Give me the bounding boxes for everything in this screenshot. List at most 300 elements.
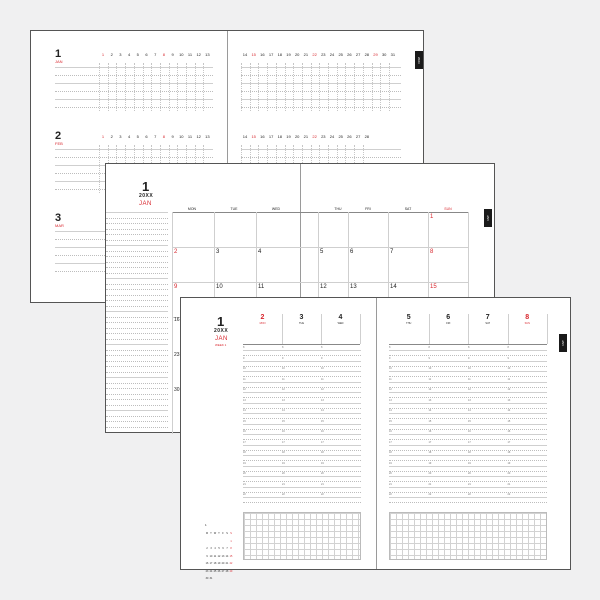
hour-line [389, 392, 547, 393]
half-hour-line [389, 355, 547, 356]
day-number: 18 [277, 52, 283, 57]
half-hour-line [243, 429, 361, 430]
day-number: 8 [162, 52, 165, 57]
weekly-planner-spread [180, 297, 571, 580]
mini-calendar-cell: 14 [225, 554, 229, 558]
mini-calendar-cell: 3 [210, 547, 212, 550]
hour-line [243, 413, 361, 414]
half-hour-line [389, 376, 547, 377]
left-column-line [106, 427, 168, 428]
day-number: 28 [364, 134, 370, 139]
hour-label: 12 [389, 388, 392, 391]
mini-calendar-cell: 23 [205, 569, 209, 573]
header-line [389, 344, 547, 345]
date-number: 30 [174, 387, 180, 393]
hour-line [389, 445, 547, 446]
planner-row-line [55, 157, 213, 158]
day-divider [293, 63, 294, 111]
half-hour-line [389, 397, 547, 398]
half-hour-line [389, 481, 547, 482]
week-label: WEEK 1 [215, 343, 227, 347]
day-number: 23 [321, 134, 326, 139]
left-column-line [106, 399, 168, 400]
left-column-line [106, 394, 168, 395]
mini-calendar-cell: 13 [221, 554, 225, 558]
hour-label: 12 [507, 388, 511, 391]
day-divider [186, 63, 187, 111]
half-hour-line [243, 366, 361, 367]
hour-line [389, 466, 547, 467]
date-number: 12 [320, 284, 327, 290]
day-divider [363, 63, 364, 111]
hour-label: 17 [321, 440, 324, 444]
left-column-line [106, 245, 168, 246]
hour-label: 19 [428, 461, 432, 465]
day-number: 4 [127, 52, 131, 57]
notes-grid-right [389, 512, 547, 560]
day-number: 27 [355, 134, 361, 139]
date-number: 9 [174, 284, 178, 290]
day-number: 3 [119, 52, 122, 57]
left-column-line [106, 240, 168, 241]
half-hour-line [243, 439, 361, 440]
hour-line [243, 497, 361, 498]
hour-label: 11 [243, 377, 246, 381]
day-number: 22 [312, 134, 317, 139]
hour-label: 16 [243, 430, 246, 433]
left-column-line [106, 416, 168, 417]
day-divider [380, 63, 381, 111]
day-of-week: MON [259, 322, 266, 325]
hour-label: 16 [507, 430, 511, 433]
hour-label: 15 [389, 419, 392, 423]
day-number: 5 [136, 134, 139, 139]
day-divider [151, 63, 152, 111]
mini-calendar-cell: T [210, 532, 212, 535]
day-divider [116, 63, 117, 111]
hour-line [243, 445, 361, 446]
mini-calendar-cell: 31 [209, 577, 213, 580]
date-number: 15 [430, 284, 437, 290]
day-number: 7 [154, 134, 157, 139]
month-tab[interactable]: JAN [559, 334, 567, 352]
hour-label: 8 [321, 346, 323, 349]
day-number: 16 [260, 134, 265, 139]
mini-calendar-title: 1 [205, 523, 207, 527]
hour-label: 8 [468, 346, 470, 349]
day-divider [160, 63, 161, 111]
day-of-week: WED [337, 322, 344, 325]
day-divider [372, 63, 373, 111]
day-divider [99, 63, 100, 111]
date-number: 8 [430, 249, 434, 255]
day-number: 15 [251, 134, 256, 139]
hour-label: 20 [389, 472, 392, 475]
mini-calendar-cell: 30 [205, 577, 209, 580]
day-number: 6 [145, 134, 148, 139]
day-number: 12 [196, 52, 201, 57]
mini-calendar-row [205, 528, 233, 536]
hour-label: 20 [243, 472, 246, 475]
hour-label: 16 [428, 430, 432, 433]
hour-label: 9 [507, 356, 509, 360]
half-hour-line [243, 408, 361, 409]
date-number: 13 [350, 284, 357, 290]
hour-label: 22 [243, 493, 246, 496]
mini-calendar-cell: 10 [209, 554, 213, 558]
hour-label: 14 [243, 409, 246, 412]
hour-label: 19 [507, 461, 511, 465]
day-number: 2 [110, 52, 113, 57]
hour-label: 9 [428, 356, 430, 360]
mini-calendar-cell: 26 [217, 569, 221, 573]
hour-label: 21 [243, 482, 246, 486]
hour-label: 17 [507, 440, 511, 444]
day-number: 15 [251, 52, 256, 57]
day-number: 11 [187, 134, 193, 139]
hour-label: 14 [321, 409, 324, 412]
day-divider [258, 63, 259, 111]
day-divider [389, 63, 390, 111]
day-number: 10 [179, 52, 184, 57]
hour-label: 14 [428, 409, 432, 412]
left-column-line [106, 410, 168, 411]
left-column-line [106, 295, 168, 296]
date-number: 4 [258, 249, 262, 255]
half-hour-line [389, 418, 547, 419]
month-abbr: MAR [55, 223, 64, 228]
planner-row-line [55, 99, 213, 100]
hour-label: 22 [321, 493, 324, 496]
hour-line [243, 371, 361, 372]
hour-line [389, 434, 547, 435]
date-number: 2 [174, 249, 178, 255]
hour-label: 13 [282, 398, 285, 402]
hour-label: 15 [428, 419, 432, 423]
day-number: 19 [286, 134, 291, 139]
hour-label: 11 [428, 377, 432, 381]
hour-label: 18 [389, 451, 392, 454]
column-divider [172, 212, 173, 434]
hour-line [243, 424, 361, 425]
day-number: 5 [406, 314, 411, 321]
mini-calendar-cell: 1 [230, 539, 232, 543]
day-divider [241, 63, 242, 111]
mini-calendar-row [205, 566, 233, 574]
half-hour-line [243, 502, 361, 503]
left-column-line [106, 405, 168, 406]
hour-label: 16 [468, 430, 471, 433]
left-column-line [106, 328, 168, 329]
day-divider [345, 63, 346, 111]
hour-label: 19 [389, 461, 392, 465]
hour-label: 9 [468, 356, 470, 360]
day-number: 3 [119, 134, 122, 139]
planner-row-line [241, 157, 401, 158]
mini-calendar-cell: 16 [205, 562, 209, 565]
hour-label: 18 [507, 451, 511, 454]
mini-calendar-row [205, 573, 233, 581]
left-column-line [106, 223, 168, 224]
day-divider [125, 63, 126, 111]
day-divider [99, 145, 100, 193]
left-column-line [106, 361, 168, 362]
hour-label: 14 [468, 409, 471, 412]
date-number: 7 [390, 249, 394, 255]
hour-line [243, 487, 361, 488]
day-of-week: THU [406, 322, 412, 325]
hour-label: 15 [468, 419, 471, 423]
day-number: 6 [145, 52, 148, 57]
hour-label: 18 [468, 451, 471, 454]
day-number: 6 [446, 314, 451, 321]
hour-label: 11 [468, 377, 471, 381]
hour-line [243, 455, 361, 456]
hour-label: 17 [428, 440, 432, 444]
planner-row-line [55, 91, 213, 92]
planner-row-line [241, 91, 401, 92]
half-hour-line [243, 481, 361, 482]
hour-label: 13 [243, 398, 246, 402]
hour-label: 9 [321, 356, 323, 360]
left-column-line [106, 256, 168, 257]
month-number: 1 [142, 179, 150, 194]
hour-label: 9 [389, 356, 391, 360]
day-number: 27 [355, 52, 361, 57]
day-number: 25 [338, 134, 343, 139]
day-divider [108, 63, 109, 111]
hour-label: 10 [389, 367, 392, 370]
hour-label: 19 [243, 461, 246, 465]
year-tab[interactable]: 2023 [415, 51, 423, 69]
hour-label: 22 [282, 493, 285, 496]
left-column-line [106, 262, 168, 263]
hour-line [243, 466, 361, 467]
half-hour-line [389, 439, 547, 440]
hour-label: 21 [321, 482, 324, 486]
day-number: 2 [260, 314, 265, 321]
mini-calendar-cell: 15 [229, 554, 233, 558]
hour-label: 17 [243, 440, 246, 444]
left-column-line [106, 333, 168, 334]
day-number: 24 [329, 52, 335, 57]
date-number: 23 [174, 352, 180, 358]
hour-label: 16 [321, 430, 324, 433]
day-divider [143, 63, 144, 111]
mini-calendar-cell: 27 [221, 569, 225, 573]
hour-line [389, 350, 547, 351]
month-tab[interactable]: JAN [484, 209, 492, 227]
left-column-line [106, 355, 168, 356]
hour-line [389, 413, 547, 414]
hour-line [389, 371, 547, 372]
day-divider [547, 314, 548, 344]
hour-label: 17 [468, 440, 471, 444]
day-number: 16 [260, 52, 265, 57]
hour-line [243, 476, 361, 477]
half-hour-line [243, 492, 361, 493]
planner-row-line [55, 107, 213, 108]
planner-row-line [55, 83, 213, 84]
hour-label: 21 [282, 482, 285, 486]
planner-row-line [241, 75, 401, 76]
left-column-line [106, 306, 168, 307]
mini-calendar-cell: 25 [213, 569, 217, 573]
day-divider [311, 63, 312, 111]
hour-line [389, 424, 547, 425]
mini-calendar-cell: S [230, 532, 232, 535]
hour-line [389, 476, 547, 477]
half-hour-line [243, 418, 361, 419]
mini-calendar-cell: 8 [230, 547, 232, 550]
hour-label: 14 [389, 409, 392, 412]
hour-label: 19 [321, 461, 324, 465]
hour-line [243, 350, 361, 351]
day-number: 12 [196, 134, 201, 139]
left-column-line [106, 278, 168, 279]
date-number: 5 [320, 249, 324, 255]
month-name: JAN [215, 336, 228, 342]
date-number: 16 [174, 317, 180, 323]
hour-line [243, 403, 361, 404]
hour-line [243, 382, 361, 383]
mini-calendar-row [205, 551, 233, 559]
day-number: 21 [303, 52, 309, 57]
weekday-label: THU [334, 207, 342, 211]
day-number: 7 [154, 52, 157, 57]
hour-label: 12 [321, 388, 324, 391]
mini-calendar-cell: 7 [226, 547, 228, 550]
hour-label: 11 [282, 377, 285, 381]
hour-label: 20 [507, 472, 511, 475]
day-number: 26 [347, 52, 352, 57]
mini-calendar-cell: 28 [225, 569, 229, 573]
day-number: 31 [390, 52, 396, 57]
hour-line [243, 434, 361, 435]
day-number: 13 [205, 52, 210, 57]
left-column-line [106, 317, 168, 318]
mini-calendar-cell: M [206, 532, 208, 535]
mini-calendar [205, 524, 233, 581]
day-number: 2 [110, 134, 113, 139]
date-number: 3 [216, 249, 220, 255]
weekday-label: FRI [365, 207, 371, 211]
hour-label: 9 [282, 356, 284, 360]
hour-label: 15 [282, 419, 285, 423]
day-number: 1 [101, 134, 105, 139]
hour-label: 12 [243, 388, 246, 391]
hour-label: 13 [428, 398, 432, 402]
date-number: 14 [390, 284, 397, 290]
hour-label: 12 [428, 388, 432, 391]
hour-label: 13 [507, 398, 511, 402]
hour-label: 20 [428, 472, 432, 475]
month-abbr: FEB [55, 141, 63, 146]
day-divider [328, 63, 329, 111]
hour-label: 13 [468, 398, 471, 402]
hour-label: 17 [389, 440, 392, 444]
hour-label: 13 [321, 398, 324, 402]
hour-label: 15 [507, 419, 511, 423]
left-column-line [106, 289, 168, 290]
mini-calendar-cell: 20 [221, 562, 225, 565]
left-column-line [106, 251, 168, 252]
hour-label: 12 [282, 388, 285, 391]
day-number: 8 [525, 314, 530, 321]
hour-label: 20 [468, 472, 471, 475]
day-divider [203, 63, 204, 111]
left-column-line [106, 339, 168, 340]
weekday-label: WED [271, 207, 281, 211]
hour-label: 16 [282, 430, 285, 433]
month-name: JAN [139, 201, 152, 207]
day-divider [337, 63, 338, 111]
half-hour-line [243, 471, 361, 472]
hour-label: 8 [507, 346, 509, 349]
day-of-week: FRI [446, 322, 451, 325]
date-number: 10 [216, 284, 223, 290]
hour-label: 22 [468, 493, 471, 496]
half-hour-line [243, 387, 361, 388]
left-column-line [106, 421, 168, 422]
hour-label: 20 [282, 472, 285, 475]
day-number: 11 [187, 52, 193, 57]
hour-label: 12 [468, 388, 471, 391]
mini-calendar-row [205, 558, 233, 566]
hour-line [389, 455, 547, 456]
day-number: 4 [127, 134, 131, 139]
hour-label: 15 [243, 419, 246, 423]
left-column-line [106, 377, 168, 378]
hour-label: 10 [468, 367, 471, 370]
planner-row-line [241, 83, 401, 84]
day-number: 30 [381, 52, 387, 57]
hour-label: 19 [468, 461, 471, 465]
half-hour-line [243, 397, 361, 398]
mini-calendar-cell: 2 [206, 547, 208, 550]
mini-calendar-row [205, 536, 233, 544]
notes-grid-left [243, 512, 361, 560]
day-divider [276, 63, 277, 111]
hour-label: 11 [507, 377, 511, 381]
hour-label: 11 [321, 377, 324, 381]
date-number: 6 [350, 249, 354, 255]
left-column-line [106, 229, 168, 230]
half-hour-line [389, 502, 547, 503]
day-number: 17 [268, 52, 274, 57]
day-number: 21 [303, 134, 309, 139]
hour-label: 19 [282, 461, 285, 465]
half-hour-line [389, 460, 547, 461]
hour-label: 10 [282, 367, 285, 370]
year-label: 20XX [139, 193, 154, 199]
day-divider [195, 63, 196, 111]
day-of-week: TUE [299, 322, 304, 325]
mini-calendar-cell: W [213, 532, 217, 535]
day-of-week: SUN [524, 322, 530, 325]
day-number: 20 [294, 134, 300, 139]
hour-line [389, 497, 547, 498]
mini-calendar-cell: 17 [209, 562, 213, 565]
hour-label: 10 [507, 367, 511, 370]
hour-label: 14 [507, 409, 511, 412]
hour-label: 16 [389, 430, 392, 433]
left-column-line [106, 212, 168, 213]
day-number: 14 [242, 134, 248, 139]
hour-label: 8 [282, 346, 284, 349]
year-label: 20XX [214, 328, 229, 334]
day-number: 19 [286, 52, 291, 57]
